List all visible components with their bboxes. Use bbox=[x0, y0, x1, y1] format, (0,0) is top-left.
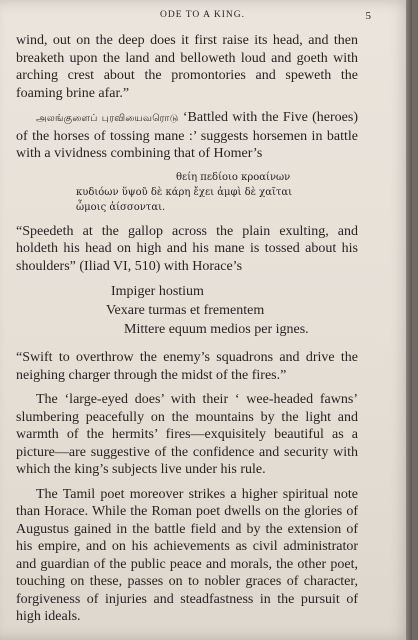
page-body bbox=[16, 32, 358, 633]
tamil-phrase: அலங்குளைப் புரவியைவரொடு bbox=[36, 113, 179, 124]
paragraph-1: wind, out on the deep does it first raise its head, and then breaketh upon the land and belloweth loud and goeth with arching crest about the promontories and speweth the foaming brine afar.” bbox=[16, 33, 358, 101]
paragraph-5: The ‘large-eyed does’ with their ‘ wee-headed fawns’ slumbering peacefully on the mountains by the light and warmth of the hermits’ fires—exquisitely beautiful as a picture—are suggestive of the confidence and security with which the king’s subjects live under his rule. bbox=[16, 392, 358, 477]
page-number: 5 bbox=[365, 10, 371, 22]
latin-line: Mittere equum medios per ignes. bbox=[124, 322, 309, 337]
greek-line: ὦμοις ἀίσσονται. bbox=[76, 201, 166, 213]
latin-line: Vexare turmas et frementem bbox=[106, 303, 265, 318]
greek-line: κυδιόων ὕψοῦ δὲ κάρη ἔχει ἀμφὶ δὲ χαῖται bbox=[76, 186, 293, 198]
latin-quotation bbox=[16, 282, 358, 339]
page-header bbox=[0, 10, 405, 26]
latin-line: Impiger hostium bbox=[111, 284, 204, 299]
running-head: ODE TO A KING. bbox=[160, 10, 245, 20]
greek-quotation bbox=[16, 170, 358, 215]
greek-line: θείη πεδίοιο κροαίνων bbox=[176, 171, 291, 183]
paragraph-2 bbox=[16, 109, 358, 163]
page-edge bbox=[406, 0, 412, 640]
paragraph-2-text: ‘Battled with the Five (heroes) of the horses of tossing mane :’ suggests horsemen in battle with a vividness combining that of Homer’s bbox=[16, 110, 358, 161]
paragraph-3: “Speedeth at the gallop across the plain exulting, and holdeth his head on high and his mane is tossed about his shoulders” (Iliad VI, 510) with Horace’s bbox=[16, 223, 358, 274]
paragraph-4: “Swift to overthrow the enemy’s squadrons and drive the neighing charger through the midst of the fires.” bbox=[16, 350, 358, 383]
paragraph-6: The Tamil poet moreover strikes a higher spiritual note than Horace. While the Roman poet dwells on the glories of Augustus gained in the battle field and by the extension of his empire, and on his achievements as civil administrator and guardian of the public peace and morals, the other poet, touching on these, passes on to nobler graces of character, forgiveness of injuries and steadfastness in the pursuit of high ideals. bbox=[16, 486, 358, 624]
